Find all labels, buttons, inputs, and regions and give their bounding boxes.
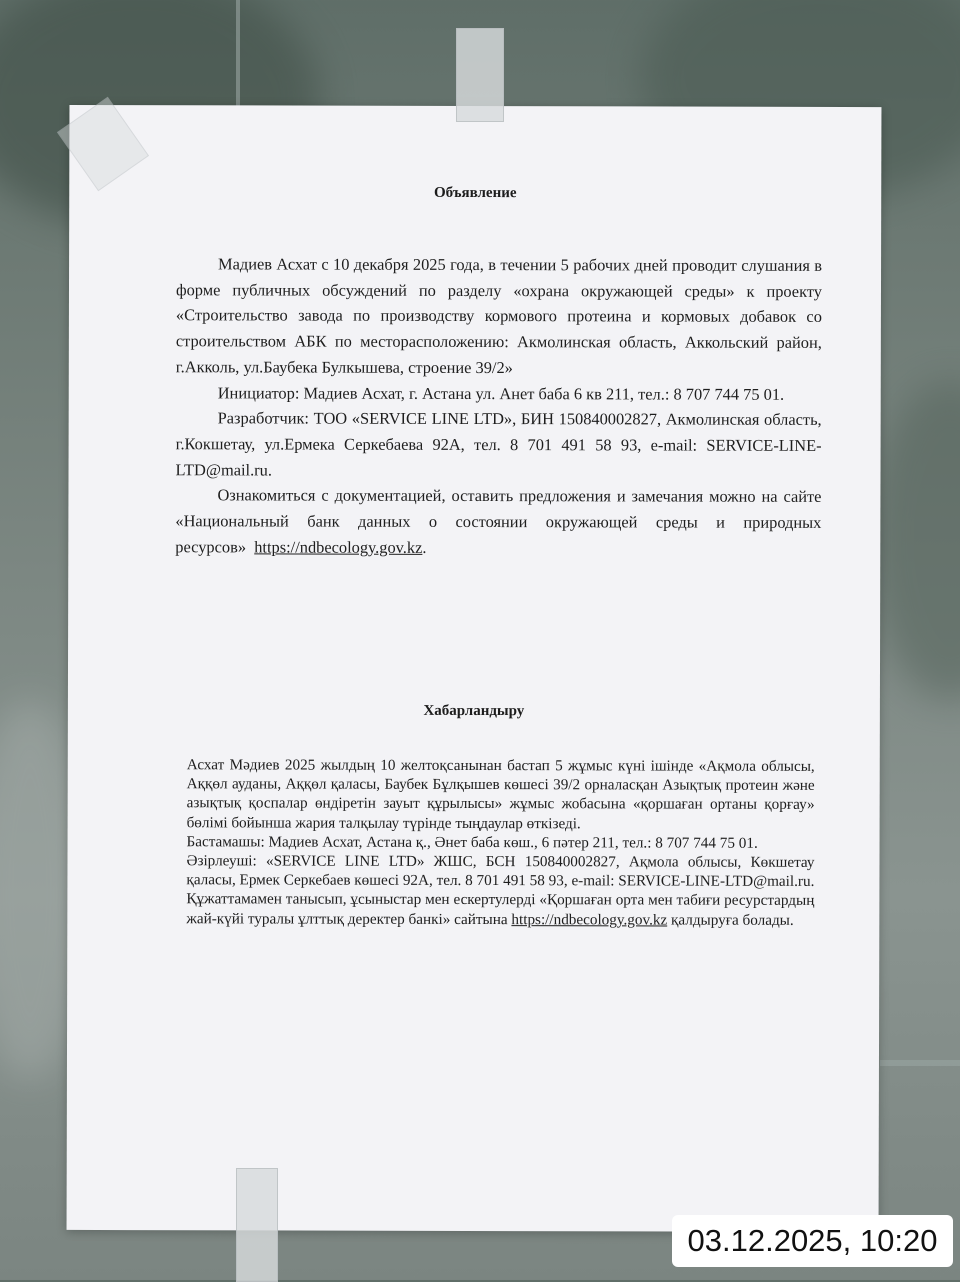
notice-title-ru: Объявление (433, 184, 517, 202)
paragraph-kz-4-text: Құжаттамамен танысып, ұсыныстар мен ескертулерді «Қоршаған орта мен табиғи ресурстардың жай-күйі туралы ұлттық деректер банкі» сайтына (186, 890, 815, 928)
door-frame (236, 0, 240, 110)
notice-title-kz: Хабарландыру (423, 702, 525, 720)
paragraph-ru-4 (175, 483, 821, 562)
link-suffix-ru: . (422, 537, 427, 557)
notice-body-kz (186, 755, 814, 929)
link-suffix-kz: қалдыруға болады. (667, 911, 794, 929)
paragraph-kz-3: Әзірлеуші: «SERVICE LINE LTD» ЖШС, БСН 150840002827, Ақмола облысы, Көкшетау қаласы, Ермек Серкебаев көшесі 92А, тел. 8 701 491 58 93, e-mail: SERVICE-LINE-LTD@mail.ru. (186, 852, 815, 891)
ndbecology-link-ru[interactable]: https://ndbecology.gov.kz (254, 537, 423, 557)
timestamp-overlay: 03.12.2025, 10:20 (672, 1215, 953, 1267)
paragraph-kz-2: Бастамашы: Мадиев Асхат, Астана қ., Әнет баба көш., 6 пәтер 211, тел.: 8 707 744 75 01. (186, 833, 758, 852)
door-frame (880, 1060, 960, 1066)
paragraph-ru-2: Инициатор: Мадиев Асхат, г. Астана ул. Анет баба 6 кв 211, тел.: 8 707 744 75 01. (217, 382, 785, 404)
background-foliage (870, 380, 960, 700)
notice-body-ru (175, 251, 822, 561)
tape-bottom (236, 1168, 278, 1282)
ndbecology-link-kz[interactable]: https://ndbecology.gov.kz (511, 910, 668, 929)
paragraph-kz-4 (186, 890, 814, 930)
paragraph-ru-4-text: Ознакомиться с документацией, оставить предложения и замечания можно на сайте «Национальный банк данных о состоянии окружающей среды и природных ресурсов» (175, 485, 822, 557)
paragraph-ru-3: Разработчик: ТОО «SERVICE LINE LTD», БИН 150840002827, Акмолинская область, г.Кокшетау, ул.Ермека Серкебаева 92А, тел. 8 701 491 58 93, e-mail: SERVICE-LINE-LTD@mail.ru. (175, 408, 822, 480)
notice-paper (67, 105, 882, 1232)
paragraph-ru-1: Мадиев Асхат с 10 декабря 2025 года, в течении 5 рабочих дней проводит слушания в форме публичных обсуждений по разделу «охрана окружающей среды» к проекту «Строительство завода по производству кормового протеина и кормовых добавок со строительством АБК по месторасположению: Акмолинская область, Аккольский район, г.Акколь, ул.Баубека Булкышева, строение 39/2» (175, 254, 823, 377)
tape-top (456, 28, 504, 122)
paragraph-kz-1: Асхат Мәдиев 2025 жылдың 10 желтоқсанынан бастап 5 жұмыс күні ішінде «Ақмола облысы, Аққөл ауданы, Аққөл қаласы, Баубек Бұлқышев көшесі 39/2 орналасқан Азықтық протеин және азықтық қоспалар өндіретін зауыт құрылысы» жұмыс жобасына «қоршаған ортаны қорғау» бөлімі бойынша жария талқылау түрінде тыңдаулар өткізеді. (186, 756, 815, 832)
